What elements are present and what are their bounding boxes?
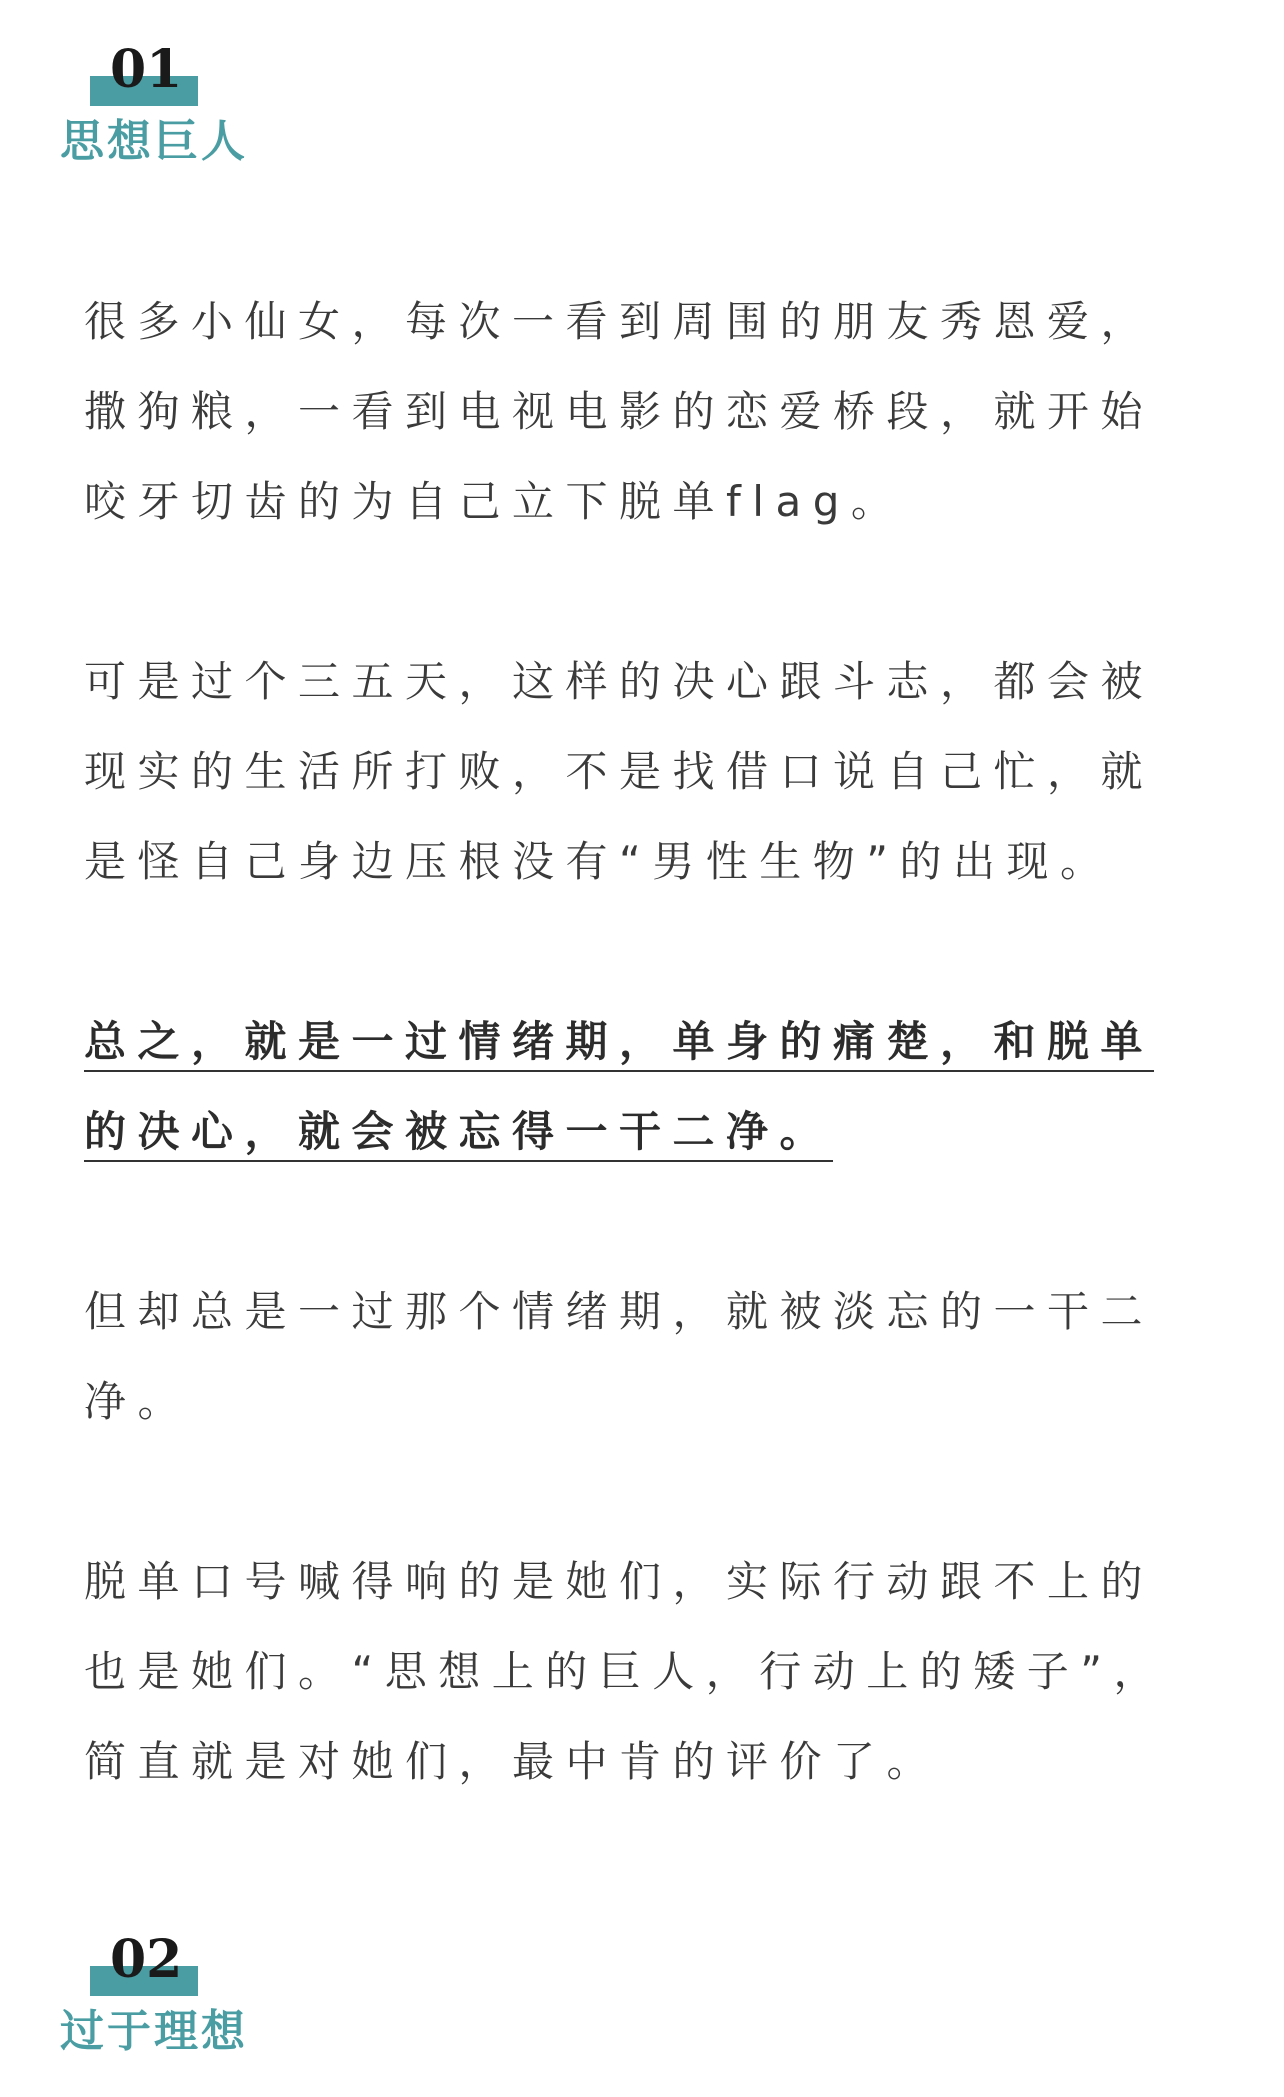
paragraph-emphasis [84, 997, 1200, 1177]
section-title: 思想巨人 [60, 116, 248, 167]
section-heading-02 [60, 1930, 460, 2060]
emphasis-text: 总之，就是一过情绪期，单身的痛楚，和脱单的决心，就会被忘得一干二净。 [84, 1017, 1155, 1156]
section-number-badge [90, 40, 240, 100]
section-number: 02 [110, 1929, 183, 1990]
paragraph-2: 可是过个三五天，这样的决心跟斗志，都会被现实的生活所打败，不是找借口说自己忙，就是怪自己身边压根没有“男性生物”的出现。 [84, 657, 1155, 886]
paragraph-3: 但却总是一过那个情绪期，就被淡忘的一干二净。 [84, 1287, 1155, 1426]
section-number: 01 [110, 39, 183, 100]
section-number-badge [90, 1930, 240, 1990]
paragraph-1: 很多小仙女，每次一看到周围的朋友秀恩爱，撒狗粮，一看到电视电影的恋爱桥段，就开始咬牙切齿的为自己立下脱单flag。 [84, 297, 1155, 526]
paragraph-4: 脱单口号喊得响的是她们，实际行动跟不上的也是她们。“思想上的巨人，行动上的矮子”，简直就是对她们，最中肯的评价了。 [84, 1557, 1168, 1786]
section-title: 过于理想 [60, 2006, 248, 2057]
section-heading-01 [60, 40, 460, 170]
